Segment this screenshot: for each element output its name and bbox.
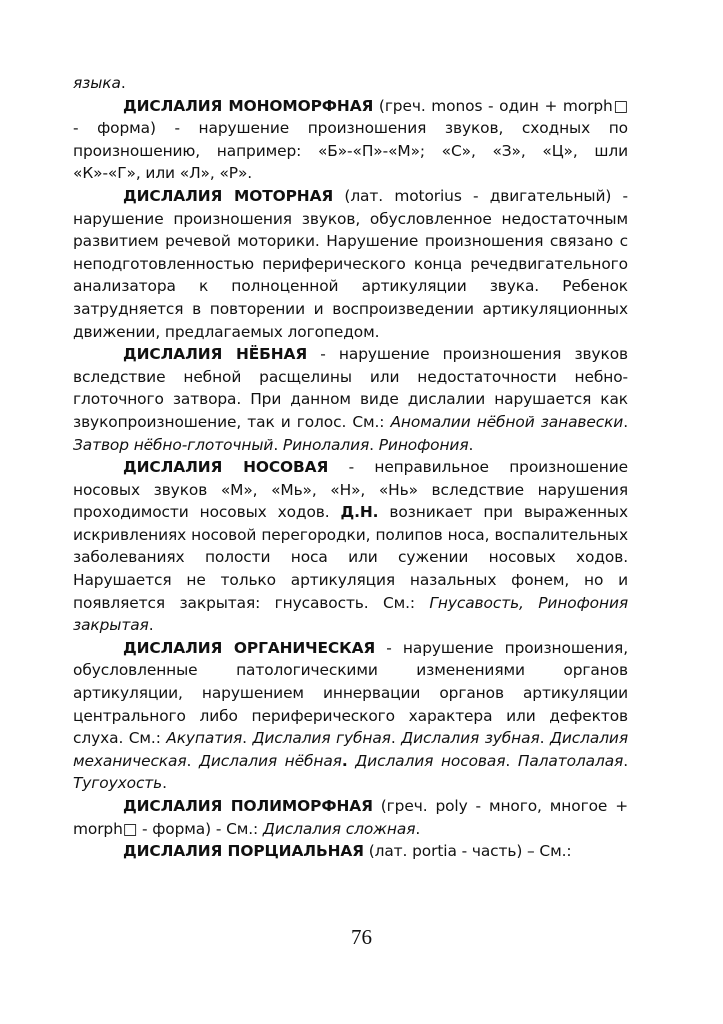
entry-text: возникает при выраженных искривлениях носовой перегородки, полипов носа, воспалительных заболеваниях полости носа или сужении носовых ходов. Нарушается не только артикуляция назальных фонем, но и появляется закрытая: гнусавость. См.: — [73, 503, 628, 612]
entry-term: ДИСЛАЛИЯ ОРГАНИЧЕСКАЯ — [123, 638, 376, 657]
entry-term: ДИСЛАЛИЯ ПОЛИМОРФНАЯ — [123, 797, 373, 815]
entry-text: . — [120, 74, 126, 92]
entry-text: (греч. monos - один + morph□ - форма) - нарушение произношения звуков, сходных по произношению, например: «Б»-«П»-«М»; «С», «З», «Ц», шли «К»-«Г», или «Л», «Р». — [73, 96, 628, 183]
cross-reference: Ринолалия — [282, 435, 370, 454]
entry-text: . — [148, 616, 154, 635]
entry-text: . — [186, 751, 199, 770]
cross-reference: Ринофония — [378, 435, 469, 454]
cross-reference: Дислалия носовая — [355, 751, 506, 770]
entry-term: . — [341, 751, 348, 770]
entry-text: . — [162, 774, 167, 793]
cross-reference: Дислалия механическая — [73, 729, 628, 770]
dictionary-entries — [73, 72, 628, 863]
cross-reference: Дислалия сложная — [262, 819, 416, 838]
cross-reference: Дислалия губная — [252, 729, 391, 748]
entry-text: (лат. portia - часть) – См.: — [363, 842, 572, 861]
entry-text: (греч. poly - много, многое + morph□ - форма) - См.: — [73, 797, 628, 838]
entry-term: Д.Н. — [340, 503, 379, 522]
entry-dyslalia-polymorphic — [73, 795, 628, 840]
entry-term: ДИСЛАЛИЯ ПОРЦИАЛЬНАЯ — [123, 842, 364, 861]
entry-text: . — [415, 819, 421, 838]
cross-reference: Тугоухость — [73, 774, 163, 793]
entry-text: . — [505, 751, 518, 770]
entry-text: . — [242, 729, 253, 748]
cross-reference: языка — [73, 74, 121, 92]
entry-text: . — [390, 729, 402, 748]
entry-text: - нарушение произношения, обусловленные патологическими изменениями органов артикуляции, нарушением иннервации органов артикуляции центрального либо периферического характера или дефектов слуха. См.: — [73, 638, 628, 748]
cross-reference: Акупатия — [166, 729, 243, 748]
page-number: 76 — [351, 925, 372, 949]
entry-dyslalia-nasal — [73, 456, 628, 637]
cross-reference: Затвор нёбно-глоточный — [73, 435, 274, 454]
entry-dyslalia-motor — [73, 185, 628, 343]
entry-term: ДИСЛАЛИЯ МОНОМОРФНАЯ — [123, 96, 374, 115]
entry-term: ДИСЛАЛИЯ НОСОВАЯ — [123, 458, 329, 477]
entry-text: . — [273, 435, 283, 454]
cross-reference: Дислалия нёбная — [198, 751, 342, 770]
entry-text: . — [539, 729, 550, 748]
cross-reference: Гнусавость, Ринофония закрытая — [73, 593, 629, 635]
entry-text: (лат. motorius - двигательный) - нарушение произношения звуков, обусловленное недостаточным развитием речевой моторики. Нарушение произношения связано с неподготовленностью периферического конца речедвигательного анализатора к полноценной артикуляции звука. Ребенок затрудняется в повторении и воспроизведении артикуляционных движении, предлагаемых логопедом. — [73, 186, 628, 341]
cross-reference: Аномалии нёбной занавески — [390, 412, 624, 431]
cross-reference: Палатолалая — [517, 751, 624, 770]
entry-text: . — [468, 435, 474, 454]
entry-dyslalia-palatal — [73, 343, 628, 456]
entry-text: - неправильное произношение носовых звуков «М», «Мь», «Н», «Нь» вследствие нарушения проходимости носовых ходов. — [73, 458, 629, 522]
entry-text: . — [623, 751, 628, 770]
entry-term: ДИСЛАЛИЯ МОТОРНАЯ — [123, 186, 334, 205]
entry-text: - нарушение произношения звуков вследствие небной расщелины или недостаточности небно-глоточного затвора. При данном виде дислалии нарушается как звукопроизношение, так и голос. См.: — [73, 345, 628, 431]
entry-continuation — [73, 72, 628, 95]
entry-text: . — [369, 435, 379, 454]
entry-dyslalia-monomorphic — [73, 95, 628, 185]
entry-dyslalia-organic — [73, 637, 628, 795]
cross-reference: Дислалия зубная — [401, 729, 540, 748]
entry-term: ДИСЛАЛИЯ НЁБНАЯ — [123, 345, 308, 364]
entry-dyslalia-partial — [73, 840, 628, 863]
entry-text: . — [623, 412, 628, 431]
